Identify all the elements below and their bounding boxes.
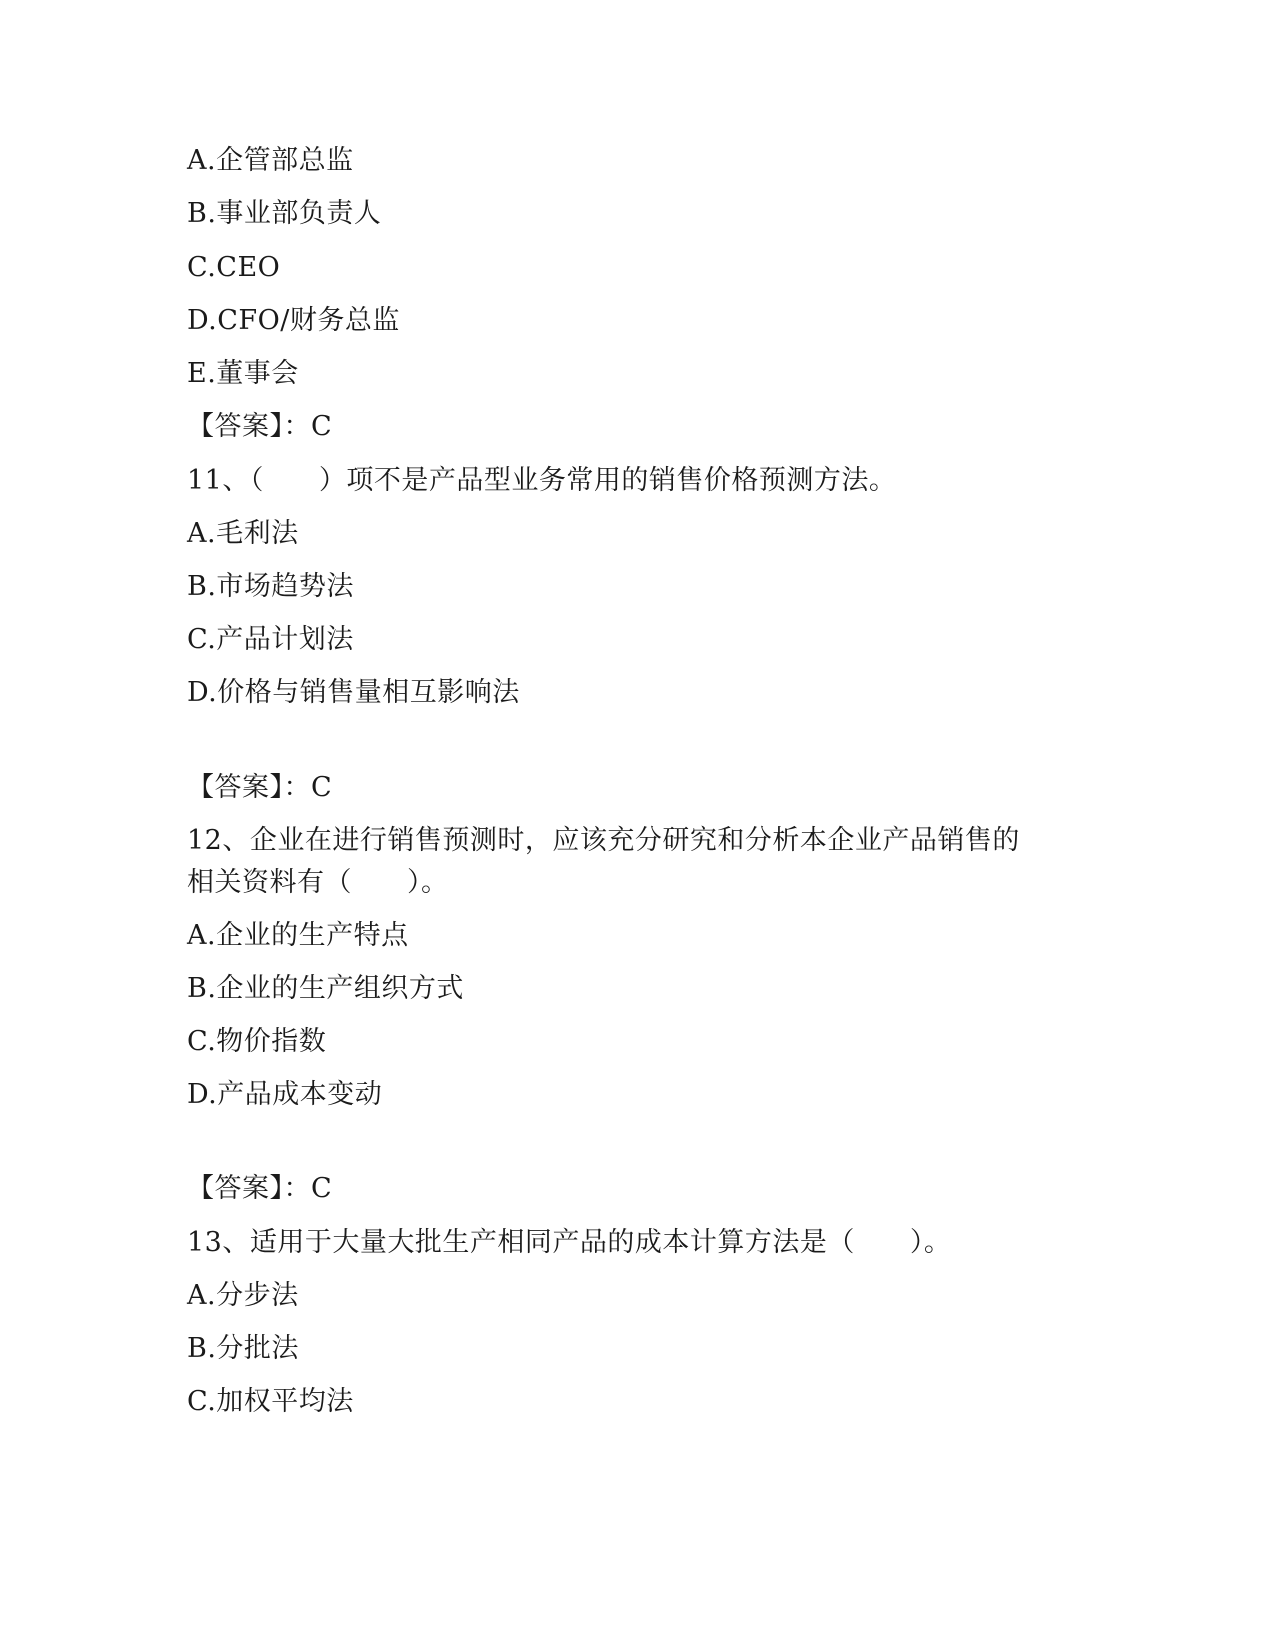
q10-option-a: A.企管部总监 — [187, 145, 354, 176]
q12-question-line1: 12、企业在进行销售预测时，应该充分研究和分析本企业产品销售的 — [187, 825, 1020, 856]
q12-answer: 【答案】：C — [187, 1173, 333, 1204]
q11-answer: 【答案】：C — [187, 772, 333, 803]
q11-option-c: C.产品计划法 — [187, 624, 354, 655]
q13-question: 13、适用于大量大批生产相同产品的成本计算方法是（ ）。 — [187, 1227, 952, 1258]
q10-option-c: C.CEO — [187, 252, 281, 283]
q11-option-a: A.毛利法 — [187, 518, 299, 549]
q11-option-b: B.市场趋势法 — [187, 571, 354, 602]
q13-option-b: B.分批法 — [187, 1333, 299, 1364]
q10-option-e: E.董事会 — [187, 358, 299, 389]
q13-option-c: C.加权平均法 — [187, 1386, 354, 1417]
q13-option-a: A.分步法 — [187, 1280, 299, 1311]
q12-option-a: A.企业的生产特点 — [187, 920, 409, 951]
q12-option-d: D.产品成本变动 — [187, 1079, 383, 1110]
q11-question: 11、（ ）项不是产品型业务常用的销售价格预测方法。 — [187, 465, 897, 496]
q12-option-b: B.企业的生产组织方式 — [187, 973, 464, 1004]
q10-answer: 【答案】：C — [187, 411, 333, 442]
q11-option-d: D.价格与销售量相互影响法 — [187, 677, 520, 708]
q12-question-line2: 相关资料有（ ）。 — [187, 867, 449, 898]
q12-option-c: C.物价指数 — [187, 1026, 327, 1057]
q10-option-b: B.事业部负责人 — [187, 198, 382, 229]
q10-option-d: D.CFO/财务总监 — [187, 305, 400, 336]
